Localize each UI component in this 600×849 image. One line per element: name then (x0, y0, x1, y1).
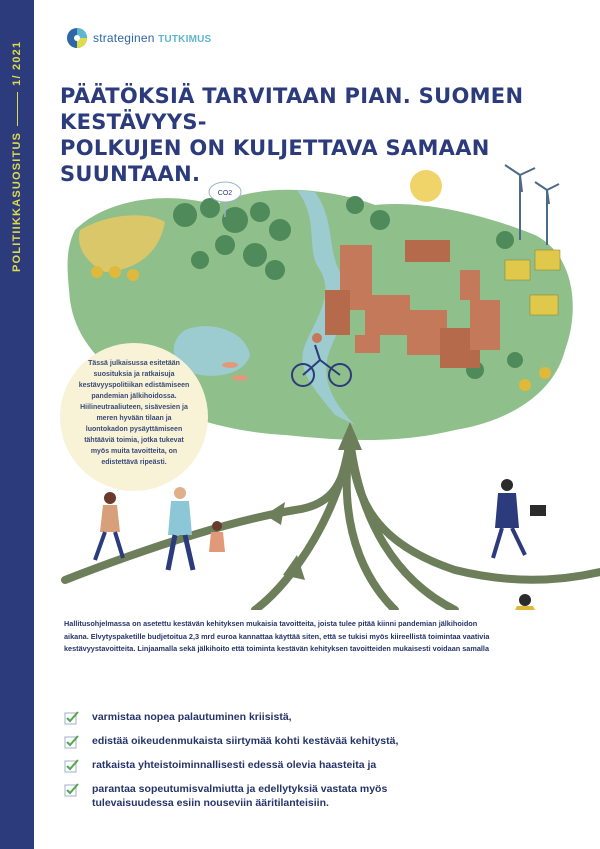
checklist-item-text: ratkaista yhteistoiminnallisesti edessä olevia haasteita ja (92, 759, 377, 771)
title-line-1: PÄÄTÖKSIÄ TARVITAAN PIAN. SUOMEN KESTÄVYYS- (60, 84, 524, 134)
title-line-2: POLKUJEN ON KULJETTAVA SAMAAN SUUNTAAN. (60, 136, 490, 186)
logo (66, 27, 211, 49)
logo-text (93, 31, 211, 45)
checkbox-check-icon (64, 758, 80, 774)
co2-label: CO2 (217, 190, 233, 197)
checklist-item-text: edistää oikeudenmukaista siirtymää kohti kestävää kehitystä, (92, 735, 399, 747)
sidebar-label-row (5, 12, 29, 272)
sidebar-rule (17, 92, 18, 126)
body-paragraph: Hallitusohjelmassa on asetettu kestävän kehityksen mukaisia tavoitteita, joista tulee pitää kiinni pandemian jälkihoidon aikana. Elvytyspaketille budjetoitua 2,3 mrd euroa kannattaa käyttää siten, että se tukisi myös kiireellistä toimintaa vaativia kestävyystavoitteita. Linjaamalla sekä jälkihoito että toiminta kestävän kehityksen tavoitteiden mukaisesti voidaan samalla (64, 619, 490, 653)
checklist-item-text: parantaa sopeutumisvalmiutta ja edellytyksiä vastata myös tulevaisuudessa esiin nouseviin ääritilanteisiin. (92, 783, 388, 809)
checkbox-check-icon (64, 710, 80, 726)
sidebar-label: POLITIIKKASUOSITUS (11, 131, 23, 272)
sidebar-issue: 1/ 2021 (11, 40, 23, 86)
checkbox-check-icon (64, 782, 80, 798)
checklist-item-text: varmistaa nopea palautuminen kriisistä, (92, 711, 292, 723)
logo-word-2: TUTKIMUS (158, 34, 212, 45)
checklist-item (64, 710, 444, 724)
sun-icon (410, 170, 442, 202)
checklist-item (64, 758, 444, 772)
intro-text: Tässä julkaisussa esitetään suosituksia ja ratkaisuja kestävyyspolitiikan edistämiseen pandemian jälkihoidossa. Hiilineutraaliuteen, sisävesien ja meren hyvään tilaan ja luontokadon pysäyttämiseen tähtääviä toimia, jotka tukevat myös muita tavoitteita, on edistettävä ripeästi. (78, 360, 190, 466)
checklist-item (64, 734, 444, 748)
sidebar (0, 0, 34, 849)
logo-word-1: strateginen (93, 31, 155, 45)
checkbox-check-icon (64, 734, 80, 750)
logo-mark-icon (66, 27, 88, 49)
checklist-item (64, 782, 444, 810)
recommendation-checklist (64, 710, 444, 810)
